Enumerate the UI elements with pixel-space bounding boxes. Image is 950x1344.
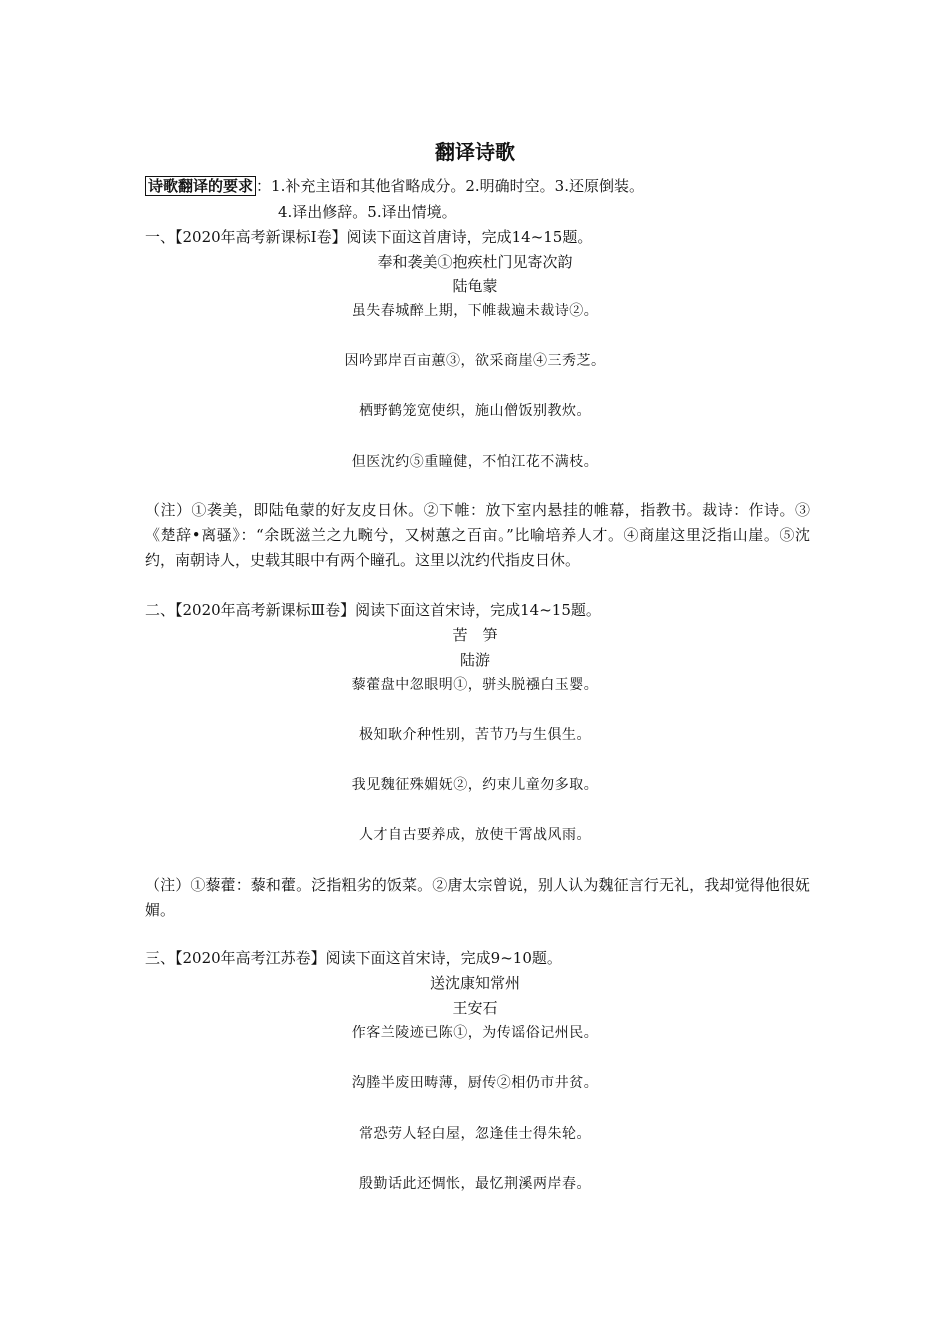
poem-title: 送沈康知常州 <box>429 974 520 992</box>
section-heading: 三、【2020年高考江苏卷】阅读下面这首宋诗，完成9~10题。 <box>145 949 562 967</box>
poem-line: 因吟郢岸百亩蕙③，欲采商崖④三秀芝。 <box>344 353 606 369</box>
poem-line: 作客兰陵迹已陈①，为传谣俗记州民。 <box>351 1025 599 1041</box>
poem-line: 沟塍半废田畴薄，厨传②相仍市井贫。 <box>351 1075 599 1091</box>
poem-note: （注）①藜藿：藜和藿。泛指粗劣的饭菜。②唐太宗曾说，别人认为魏征言行无礼，我却觉得他很妩媚。 <box>145 876 810 919</box>
section-heading: 一、【2020年高考新课标Ⅰ卷】阅读下面这首唐诗，完成14~15题。 <box>145 228 593 246</box>
requirements-colon: ： <box>256 177 272 195</box>
poem-line: 栖野鹤笼宽使织，施山僧饭别教炊。 <box>359 403 591 419</box>
poem-note: （注）①袭美，即陆龟蒙的好友皮日休。②下帷：放下室内悬挂的帷幕，指教书。裁诗：作诗。③《楚辞•离骚》：“余既滋兰之九畹兮，又树蕙之百亩。”比喻培养人才。④商崖这里泛指山崖。⑤沈约，南朝诗人，史载其眼中有两个瞳孔。这里以沈约代指皮日休。 <box>145 501 810 569</box>
requirements-label: 诗歌翻译的要求 <box>145 176 256 196</box>
poem-line: 藜藿盘中忽眼明①，骈头脱襁白玉婴。 <box>351 677 599 693</box>
requirements-line-1 <box>145 175 644 197</box>
poem-title: 苦 笋 <box>452 626 498 644</box>
requirements-text-1: 1.补充主语和其他省略成分。2.明确时空。3.还原倒装。 <box>271 177 644 195</box>
page-title: 翻译诗歌 <box>435 140 515 164</box>
poem-line: 常恐劳人轻白屋，忽逢佳士得朱轮。 <box>359 1126 591 1142</box>
requirements-text-2: 4.译出修辞。5.译出情境。 <box>278 203 457 221</box>
poem-line: 人才自古要养成，放使干霄战风雨。 <box>359 827 591 843</box>
section-heading: 二、【2020年高考新课标Ⅲ卷】阅读下面这首宋诗，完成14~15题。 <box>145 601 601 619</box>
poem-author: 陆游 <box>459 651 490 669</box>
poem-line: 但医沈约⑤重瞳健，不怕江花不满枝。 <box>351 454 599 470</box>
poem-author: 陆龟蒙 <box>452 277 498 295</box>
poem-line: 我见魏征殊媚妩②，约束儿童勿多取。 <box>351 777 599 793</box>
poem-line: 极知耿介种性别，苦节乃与生俱生。 <box>359 727 591 743</box>
poem-line: 殷勤话此还惆怅，最忆荆溪两岸春。 <box>359 1176 591 1192</box>
poem-author: 王安石 <box>452 999 498 1017</box>
poem-title: 奉和袭美①抱疾杜门见寄次韵 <box>377 253 573 271</box>
poem-line: 虽失春城醉上期，下帷裁遍未裁诗②。 <box>351 303 599 319</box>
